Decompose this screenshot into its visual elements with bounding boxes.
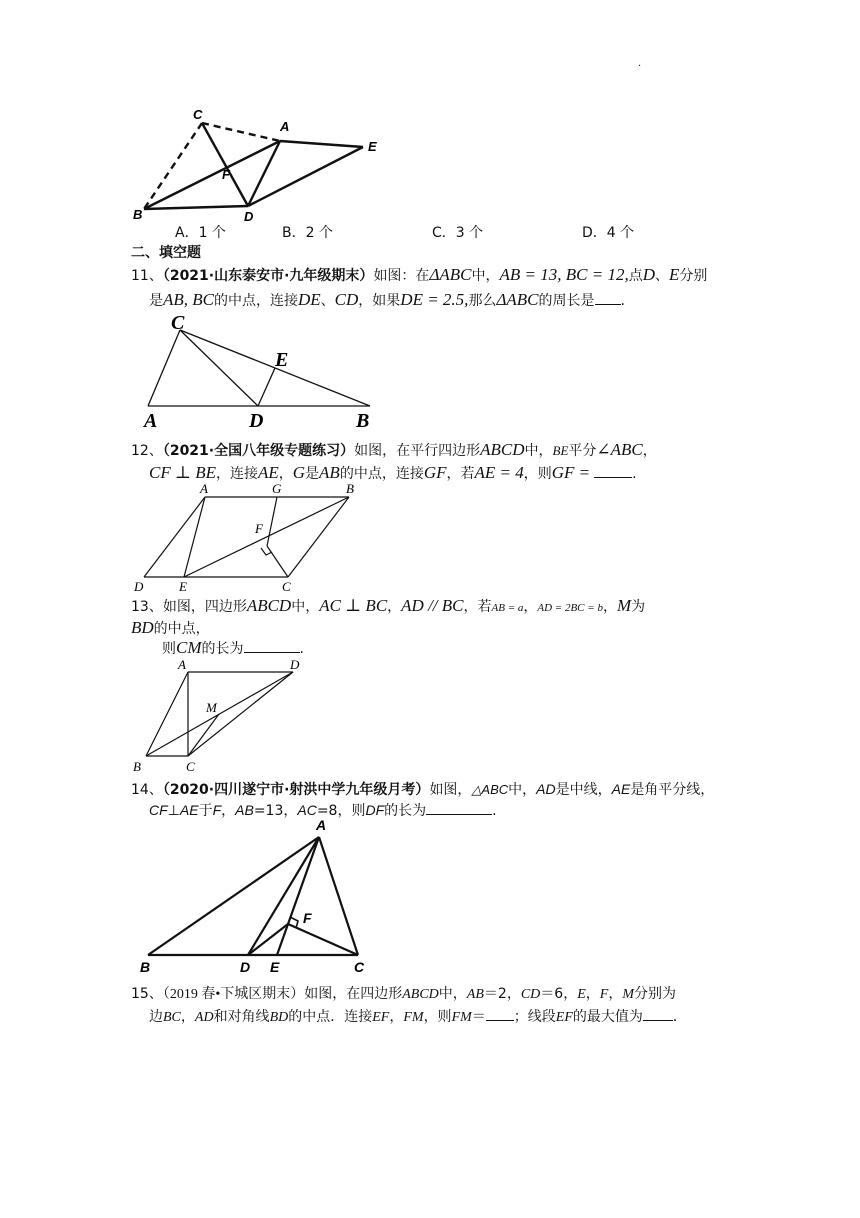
math: AD // BC: [401, 596, 464, 615]
text: ＝6，: [540, 986, 578, 1002]
math: AC: [297, 802, 317, 818]
math: ΔABC: [496, 290, 539, 309]
label-m: M: [206, 700, 217, 715]
question-source: （2020·四川遂宁市·射洪中学九年级月考）: [162, 782, 430, 798]
text: ，: [389, 1009, 404, 1025]
math: BE: [552, 443, 569, 458]
question-12-line-1: [131, 440, 657, 461]
text: .: [632, 466, 637, 482]
text: ，则: [523, 466, 552, 482]
question-number: 12、: [131, 443, 163, 459]
text: ，若: [463, 599, 492, 615]
answer-blank: [595, 290, 621, 305]
label-b: B: [133, 759, 141, 774]
math: AB: [319, 463, 340, 482]
math: AB: [466, 987, 484, 1002]
text: ，: [642, 443, 657, 459]
text: 中，: [508, 782, 537, 798]
math: G: [292, 463, 306, 482]
math: DE = 2.5,: [400, 290, 469, 309]
text: 的中点，连接: [214, 293, 298, 309]
label-c: C: [193, 107, 203, 122]
math: E: [669, 265, 680, 284]
math: BC: [163, 1010, 181, 1025]
segment-de: [258, 368, 275, 406]
label-c: C: [354, 959, 365, 975]
answer-blank: [594, 463, 632, 478]
label-e: E: [270, 959, 280, 975]
label-b: B: [133, 207, 143, 222]
math: AD: [194, 1010, 214, 1025]
text: 的最大值为: [572, 1009, 643, 1025]
label-b: B: [346, 481, 354, 496]
segment-cb-dashed: [144, 123, 202, 209]
figure-13-diagram: [130, 655, 320, 775]
label-a: A: [200, 481, 208, 496]
section-title: 二、填空题: [131, 245, 201, 261]
math: D: [642, 265, 655, 284]
label-b: B: [140, 959, 151, 975]
question-number: 13、: [131, 599, 163, 615]
question-13-line-2: [131, 618, 210, 639]
answer-blank: [244, 638, 300, 653]
question-15-line-2: [149, 1006, 687, 1028]
label-f: F: [222, 167, 230, 182]
segment-ac: [319, 837, 358, 955]
text: 于: [198, 803, 213, 819]
text: 的中点，连接: [339, 466, 424, 482]
segment-cd: [180, 330, 258, 406]
label-d: D: [244, 209, 254, 224]
segment-cd: [202, 123, 248, 206]
label-a: A: [280, 119, 290, 134]
text: ．: [672, 1009, 687, 1025]
figure-12-diagram: [130, 480, 370, 595]
figure-11-diagram: [140, 310, 380, 430]
text: ，: [278, 466, 293, 482]
question-number: 14、: [131, 782, 163, 798]
math: BD: [131, 618, 154, 637]
text: 和对角线: [213, 1009, 270, 1025]
question-source: （2021·山东泰安市·九年级期末）: [162, 268, 374, 284]
text: 的周长是: [538, 293, 595, 309]
math: ABCD: [246, 596, 292, 615]
text: 中，: [438, 986, 467, 1002]
text: =13，: [253, 803, 298, 819]
segment-bd: [146, 672, 293, 756]
text: 的长为: [384, 803, 427, 819]
math: GF: [423, 463, 447, 482]
text: 分别: [679, 268, 708, 284]
label-d: D: [134, 579, 144, 594]
text: 是: [305, 466, 320, 482]
segment-cf: [267, 546, 288, 577]
segment-ad: [144, 497, 205, 577]
segment-ae: [280, 141, 363, 147]
math: EF: [555, 1010, 573, 1025]
text: ；线段: [513, 1009, 556, 1025]
segment-de: [248, 147, 363, 206]
text: ，则: [423, 1009, 452, 1025]
segment-ab: [148, 837, 319, 955]
text: .: [620, 293, 625, 309]
segment-bc: [288, 497, 349, 577]
question-number: 15、: [131, 986, 163, 1002]
text: 如图，在四边形: [304, 986, 403, 1002]
option-d: D．4 个: [582, 225, 635, 241]
math: DE: [298, 290, 321, 309]
label-g: G: [272, 481, 282, 496]
math: CF ⊥ BE: [149, 463, 216, 482]
math: CF: [149, 802, 168, 818]
text: 边: [149, 1009, 163, 1025]
math: BD: [269, 1010, 289, 1025]
option-c: C．3 个: [432, 225, 484, 241]
text: 如图，四边形: [162, 599, 247, 615]
page-mark: .: [638, 58, 642, 69]
text: 是: [149, 293, 163, 309]
text: 如图，在平行四边形: [354, 443, 481, 459]
math: AD: [536, 781, 556, 797]
text: 平分: [568, 443, 597, 459]
text: ，: [602, 599, 617, 615]
answer-blank-ef: [643, 1006, 673, 1021]
text: 分别为: [634, 986, 676, 1002]
question-13-line-1: [131, 596, 645, 618]
label-c: C: [186, 759, 195, 774]
math: CD: [334, 290, 359, 309]
text: .: [299, 641, 304, 657]
math: AB: [235, 802, 254, 818]
segment-cf: [288, 924, 358, 955]
question-source: （2019 春•下城区期末）: [162, 987, 305, 1002]
text: ，若: [446, 466, 475, 482]
label-e: E: [275, 349, 289, 371]
math: ΔABC: [429, 265, 472, 284]
text: 中，: [524, 443, 553, 459]
text: 、: [320, 293, 335, 309]
text: ，: [221, 803, 236, 819]
segment-ad: [248, 141, 280, 206]
question-number: 11、: [131, 268, 163, 284]
question-11-line-2: [149, 290, 625, 311]
label-f: F: [303, 910, 312, 926]
math: F: [212, 802, 222, 818]
text: =8，则: [316, 803, 366, 819]
label-d: D: [290, 657, 300, 672]
figure-10-diagram: [130, 105, 390, 225]
text: ，: [585, 986, 600, 1002]
question-14-line-1: [131, 779, 714, 800]
text: ，: [523, 599, 538, 615]
option-b: B．2 个: [282, 225, 333, 241]
math: AD = 2BC = b: [537, 602, 603, 614]
segment-ca: [148, 330, 180, 406]
math: DF: [365, 802, 385, 818]
segment-ae: [184, 497, 205, 577]
figure-14-diagram: [130, 815, 380, 975]
text: 则: [162, 641, 176, 657]
math: FM: [403, 1010, 424, 1025]
text: ＝2，: [483, 986, 521, 1002]
segment-ca-dashed: [202, 123, 280, 141]
label-a: A: [178, 657, 186, 672]
label-d: D: [249, 410, 264, 432]
text: 是角平分线，: [630, 782, 715, 798]
math: GF =: [551, 463, 591, 482]
math: AE: [179, 802, 199, 818]
segment-gf: [267, 497, 277, 546]
question-15-line-1: [131, 984, 676, 1005]
text: ＝: [471, 1009, 486, 1025]
label-b: B: [356, 410, 370, 432]
text: .: [492, 803, 497, 819]
text: ，: [180, 1009, 195, 1025]
text: 点: [628, 268, 643, 284]
text: 的中点．连接: [288, 1009, 373, 1025]
math: ABCD: [480, 440, 525, 459]
segment-be: [184, 497, 349, 577]
math: F: [599, 987, 609, 1002]
label-a: A: [316, 817, 327, 833]
text: 为: [631, 599, 646, 615]
label-a: A: [144, 410, 158, 432]
math: EF: [372, 1010, 390, 1025]
math: AE: [611, 781, 631, 797]
option-a: A．1 个: [175, 225, 226, 241]
text: 如图：在: [373, 268, 430, 284]
answer-blank-fm: [486, 1006, 514, 1021]
math: AB = 13, BC = 12,: [499, 265, 629, 284]
math: E: [577, 987, 586, 1002]
math: M: [616, 596, 632, 615]
math: CM: [176, 638, 202, 657]
label-e: E: [179, 579, 187, 594]
text: 中，: [471, 268, 500, 284]
math: ABCD: [402, 987, 439, 1002]
math: AB, BC: [163, 290, 214, 309]
math: AB = a: [491, 602, 524, 614]
text: 是中线，: [555, 782, 612, 798]
math: FM: [451, 1010, 472, 1025]
text: ，连接: [215, 466, 258, 482]
answer-blank: [426, 800, 492, 815]
text: 如图，: [429, 782, 472, 798]
text: 的中点，: [153, 621, 210, 637]
math: CD: [520, 987, 541, 1002]
question-11-line-1: [131, 265, 707, 286]
label-c: C: [282, 579, 291, 594]
segment-bd: [144, 206, 248, 209]
text: ，如果: [358, 293, 401, 309]
question-source: （2021·全国八年级专题练习）: [162, 443, 355, 459]
text: 那么: [468, 293, 497, 309]
math: AE = 4: [474, 463, 524, 482]
text: ，: [608, 986, 623, 1002]
text: 中，: [291, 599, 320, 615]
math: AC ⊥ BC: [319, 596, 388, 615]
text: 的长为: [201, 641, 244, 657]
label-e: E: [368, 139, 377, 154]
text: 、: [655, 268, 669, 284]
math: △ABC: [471, 782, 509, 797]
label-d: D: [240, 959, 251, 975]
label-f: F: [255, 521, 263, 536]
segment-cd: [188, 672, 293, 756]
text: ，: [387, 599, 402, 615]
math: M: [622, 987, 634, 1002]
math: AE: [257, 463, 279, 482]
math: ∠ABC: [596, 440, 643, 459]
text: ⊥: [167, 803, 180, 819]
label-c: C: [171, 312, 185, 334]
